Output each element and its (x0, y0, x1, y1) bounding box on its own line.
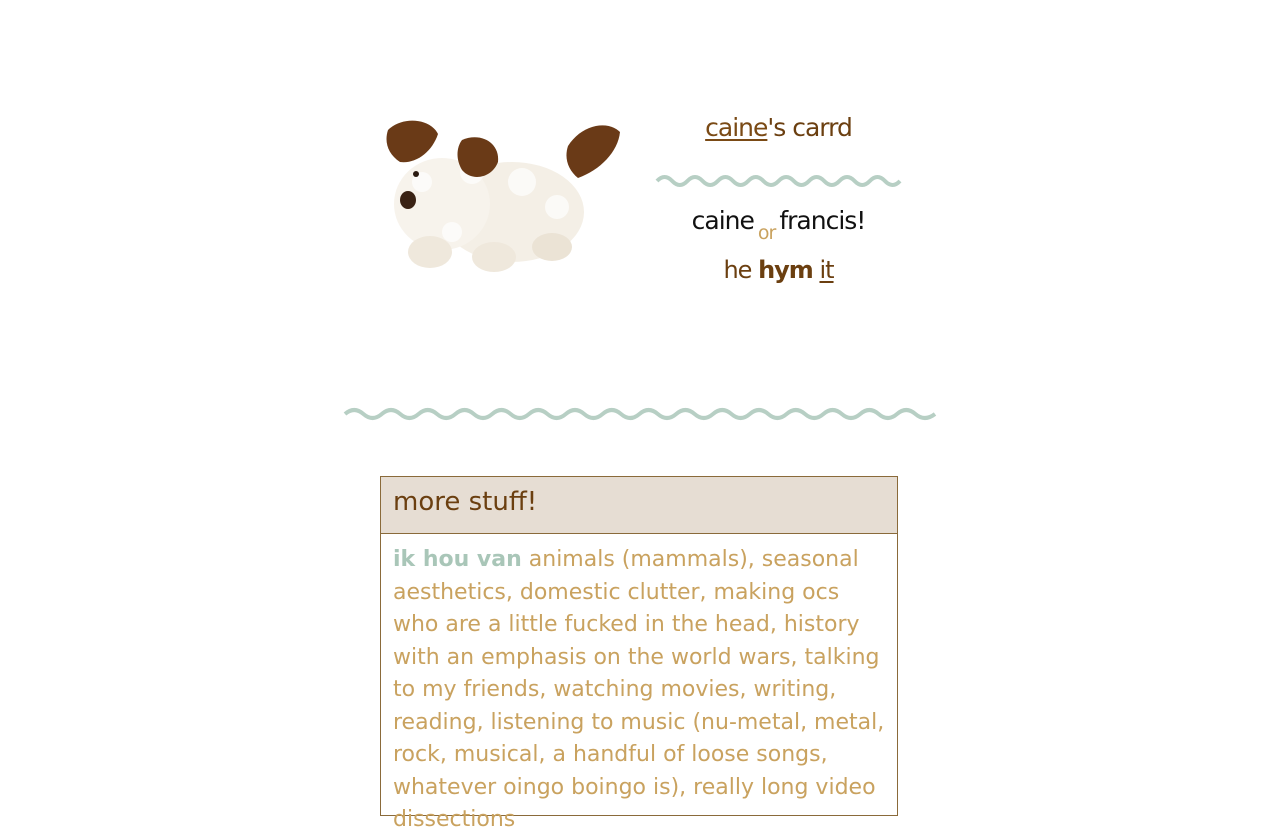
squiggle-divider (657, 173, 900, 189)
pronoun-hym: hym (758, 256, 813, 284)
pronoun-it-link[interactable]: it (819, 256, 834, 284)
pronoun-he: he (723, 256, 752, 284)
name-line (657, 206, 900, 244)
more-stuff-body (381, 534, 897, 837)
name-or: or (757, 222, 776, 244)
more-stuff-lead: ik hou van (393, 547, 522, 572)
squiggle-divider-wide (345, 404, 935, 424)
plush-dog-image (382, 112, 624, 282)
name-caine: caine (691, 206, 754, 235)
more-stuff-text: animals (mammals), seasonal aesthetics, domestic clutter, making ocs who are a little fucked in the head, history with an emphasis on the world wars, talking to my friends, watching movies, writing, reading, listening to music (nu-metal, metal, rock, musical, a handful of loose songs, whatever oingo boingo is), really long video dissections (393, 547, 885, 832)
site-title (657, 113, 900, 142)
more-stuff-heading: more stuff! (381, 477, 897, 534)
more-stuff-box (380, 476, 898, 832)
name-francis: francis! (779, 206, 866, 235)
title-name-link[interactable]: caine (705, 113, 768, 142)
pronoun-line (657, 256, 900, 284)
title-suffix: 's carrd (767, 113, 852, 142)
